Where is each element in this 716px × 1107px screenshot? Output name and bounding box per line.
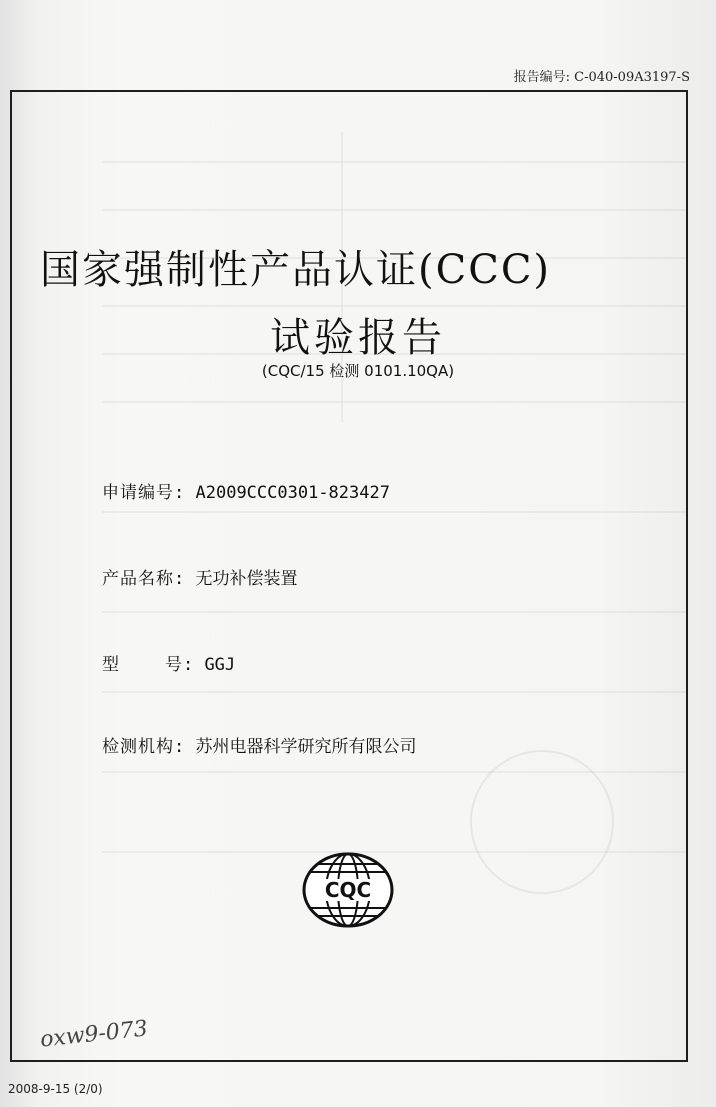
testing-organization-value: 苏州电器科学研究所有限公司 xyxy=(195,737,417,757)
cqc-logo-icon xyxy=(300,850,396,930)
report-title: 国家强制性产品认证(CCC) xyxy=(40,247,552,293)
report-number: 报告编号: C-040-09A3197-S xyxy=(513,70,690,85)
report-form-code: (CQC/15 检测 0101.10QA) xyxy=(261,362,455,380)
footer-date: 2008-9-15 (2/0) xyxy=(8,1082,103,1096)
product-name-value: 无功补偿装置 xyxy=(195,569,298,589)
report-subtitle: 试验报告 xyxy=(270,315,446,361)
product-name-label: 产品名称: xyxy=(102,569,186,589)
product-name-field xyxy=(102,564,298,589)
handwritten-note: oxw9-073 xyxy=(38,1016,149,1053)
model-value: GGJ xyxy=(204,655,236,675)
application-number-label: 申请编号: xyxy=(102,483,186,503)
testing-organization-label: 检测机构: xyxy=(102,737,186,757)
application-number-value: A2009CCC0301-823427 xyxy=(195,483,390,503)
model-field xyxy=(102,650,235,675)
testing-organization-field xyxy=(102,732,417,757)
model-label: 型 号: xyxy=(102,655,195,675)
cqc-logo-text: CQC xyxy=(324,878,372,902)
faint-stamp-mark xyxy=(470,750,614,894)
application-number-field xyxy=(102,478,390,503)
